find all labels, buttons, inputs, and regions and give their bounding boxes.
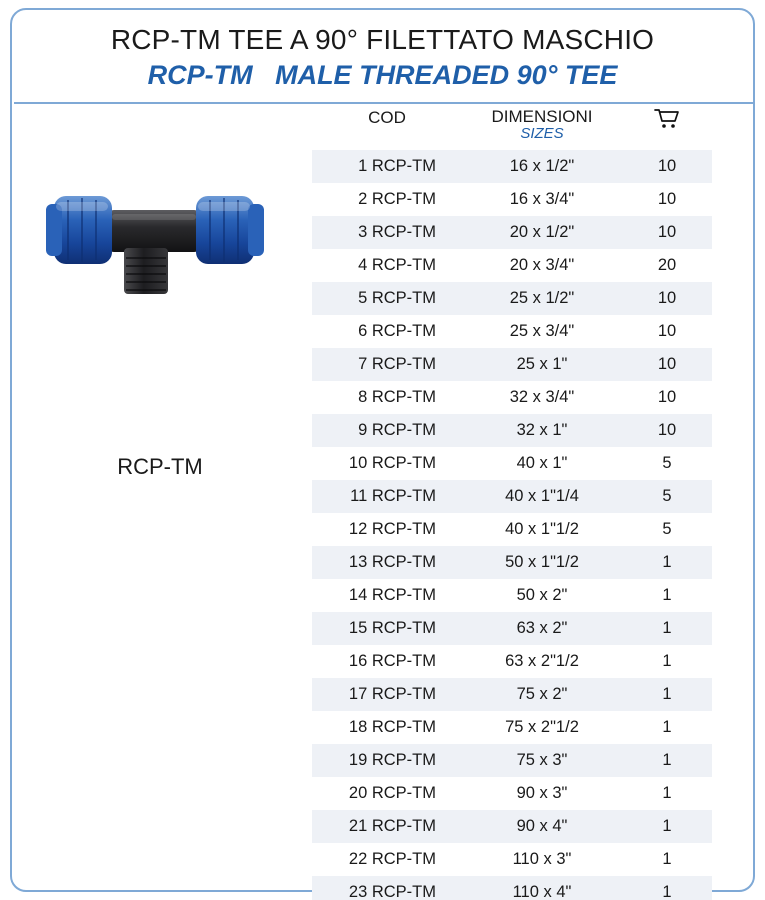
cell-cod: 6 RCP-TM	[358, 322, 436, 341]
table-row[interactable]	[312, 777, 712, 810]
table-row[interactable]	[312, 645, 712, 678]
table-header-row	[312, 106, 712, 150]
cell-cod: 23 RCP-TM	[312, 876, 462, 900]
cell-dim: 90 x 4"	[462, 810, 622, 843]
cell-cod: 12 RCP-TM	[348, 520, 436, 539]
table-row[interactable]	[312, 447, 712, 480]
page-title-en-text: MALE THREADED 90° TEE	[275, 60, 618, 90]
cell-qty: 10	[622, 282, 712, 315]
cell-dim: 40 x 1"1/4	[462, 480, 622, 513]
table-row[interactable]	[312, 810, 712, 843]
table-row[interactable]	[312, 216, 712, 249]
cell-qty: 10	[622, 348, 712, 381]
cell-cod: 3 RCP-TM	[312, 216, 462, 249]
cell-qty: 5	[662, 454, 672, 473]
shopping-cart-icon	[622, 108, 712, 135]
cell-qty: 5	[622, 480, 712, 513]
cell-cod: 13 RCP-TM	[312, 546, 462, 579]
page-title-en	[12, 60, 753, 91]
cell-cod: 19 RCP-TM	[312, 744, 462, 777]
cell-dim: 50 x 2"	[516, 586, 568, 605]
column-header-dimensions-it: DIMENSIONI	[491, 107, 593, 126]
cell-cod: 11 RCP-TM	[312, 480, 462, 513]
cell-qty: 10	[622, 414, 712, 447]
cell-dim: 32 x 1"	[462, 414, 622, 447]
cell-dim: 110 x 4"	[462, 876, 622, 900]
product-image	[38, 174, 278, 324]
product-caption: RCP-TM	[117, 454, 203, 479]
cell-dim: 90 x 3"	[516, 784, 568, 803]
cell-dim: 63 x 2"	[462, 612, 622, 645]
cell-qty: 1	[622, 744, 712, 777]
cell-cod: 21 RCP-TM	[312, 810, 462, 843]
cell-qty: 10	[657, 190, 677, 209]
spec-table-body	[312, 150, 712, 900]
table-row[interactable]	[312, 150, 712, 183]
cell-cod: 17 RCP-TM	[312, 678, 462, 711]
cell-dim: 32 x 3/4"	[509, 388, 575, 407]
cell-cod: 1 RCP-TM	[312, 150, 462, 183]
cell-cod: 15 RCP-TM	[312, 612, 462, 645]
cell-qty: 5	[662, 520, 672, 539]
cell-qty: 1	[662, 784, 672, 803]
column-header-dimensions	[462, 106, 622, 150]
column-header-cod	[312, 106, 462, 150]
column-header-quantity	[622, 106, 712, 150]
cell-qty: 1	[662, 850, 672, 869]
table-row[interactable]	[312, 546, 712, 579]
cell-qty: 10	[657, 388, 677, 407]
page-title-en-code: RCP-TM	[147, 60, 253, 90]
header	[12, 24, 753, 91]
cell-qty: 1	[662, 652, 672, 671]
cell-dim: 20 x 3/4"	[509, 256, 575, 275]
cell-dim: 16 x 1/2"	[462, 150, 622, 183]
cell-qty: 20	[657, 256, 677, 275]
product-card	[10, 8, 755, 900]
cell-dim: 40 x 1"1/2	[505, 520, 579, 539]
spec-table	[312, 106, 712, 900]
table-row[interactable]	[312, 513, 712, 546]
table-row[interactable]	[312, 678, 712, 711]
spec-table-wrap	[312, 106, 712, 900]
cell-cod: 14 RCP-TM	[348, 586, 436, 605]
cell-qty: 10	[622, 216, 712, 249]
cell-dim: 40 x 1"	[516, 454, 568, 473]
table-row[interactable]	[312, 843, 712, 876]
cell-cod: 7 RCP-TM	[312, 348, 462, 381]
column-header-dimensions-en: SIZES	[520, 124, 564, 142]
cell-dim: 25 x 1/2"	[462, 282, 622, 315]
table-row[interactable]	[312, 744, 712, 777]
table-row[interactable]	[312, 711, 712, 744]
cell-cod: 9 RCP-TM	[312, 414, 462, 447]
cell-dim: 25 x 1"	[462, 348, 622, 381]
cell-qty: 1	[662, 586, 672, 605]
cell-cod: 16 RCP-TM	[348, 652, 436, 671]
cell-dim: 63 x 2"1/2	[505, 652, 579, 671]
table-row[interactable]	[312, 183, 712, 216]
cell-cod: 20 RCP-TM	[348, 784, 436, 803]
cell-qty: 1	[622, 612, 712, 645]
cell-cod: 5 RCP-TM	[312, 282, 462, 315]
table-row[interactable]	[312, 480, 712, 513]
cell-cod: 2 RCP-TM	[358, 190, 436, 209]
cell-qty: 1	[622, 876, 712, 900]
cell-cod: 8 RCP-TM	[358, 388, 436, 407]
cell-cod: 4 RCP-TM	[358, 256, 436, 275]
cell-qty: 1	[622, 678, 712, 711]
table-row[interactable]	[312, 414, 712, 447]
cell-qty: 1	[662, 718, 672, 737]
cell-dim: 25 x 3/4"	[509, 322, 575, 341]
cell-dim: 20 x 1/2"	[462, 216, 622, 249]
table-row[interactable]	[312, 381, 712, 414]
cell-cod: 18 RCP-TM	[348, 718, 436, 737]
cell-dim: 75 x 3"	[462, 744, 622, 777]
cell-dim: 75 x 2"1/2	[505, 718, 579, 737]
cell-dim: 50 x 1"1/2	[462, 546, 622, 579]
table-row[interactable]	[312, 579, 712, 612]
cell-qty: 10	[657, 322, 677, 341]
cell-dim: 75 x 2"	[462, 678, 622, 711]
cell-cod: 22 RCP-TM	[348, 850, 436, 869]
page-title-it: RCP-TM TEE A 90° FILETTATO MASCHIO	[110, 24, 655, 55]
cell-dim: 16 x 3/4"	[509, 190, 575, 209]
cell-qty: 1	[622, 810, 712, 843]
cell-dim: 110 x 3"	[512, 850, 572, 869]
cell-qty: 10	[622, 150, 712, 183]
table-row[interactable]	[312, 876, 712, 900]
table-row[interactable]	[312, 315, 712, 348]
column-header-cod-label: COD	[368, 108, 406, 127]
table-row[interactable]	[312, 612, 712, 645]
product-pane	[14, 104, 306, 884]
table-row[interactable]	[312, 249, 712, 282]
table-row[interactable]	[312, 348, 712, 381]
table-row[interactable]	[312, 282, 712, 315]
cell-qty: 1	[622, 546, 712, 579]
cell-cod: 10 RCP-TM	[348, 454, 436, 473]
